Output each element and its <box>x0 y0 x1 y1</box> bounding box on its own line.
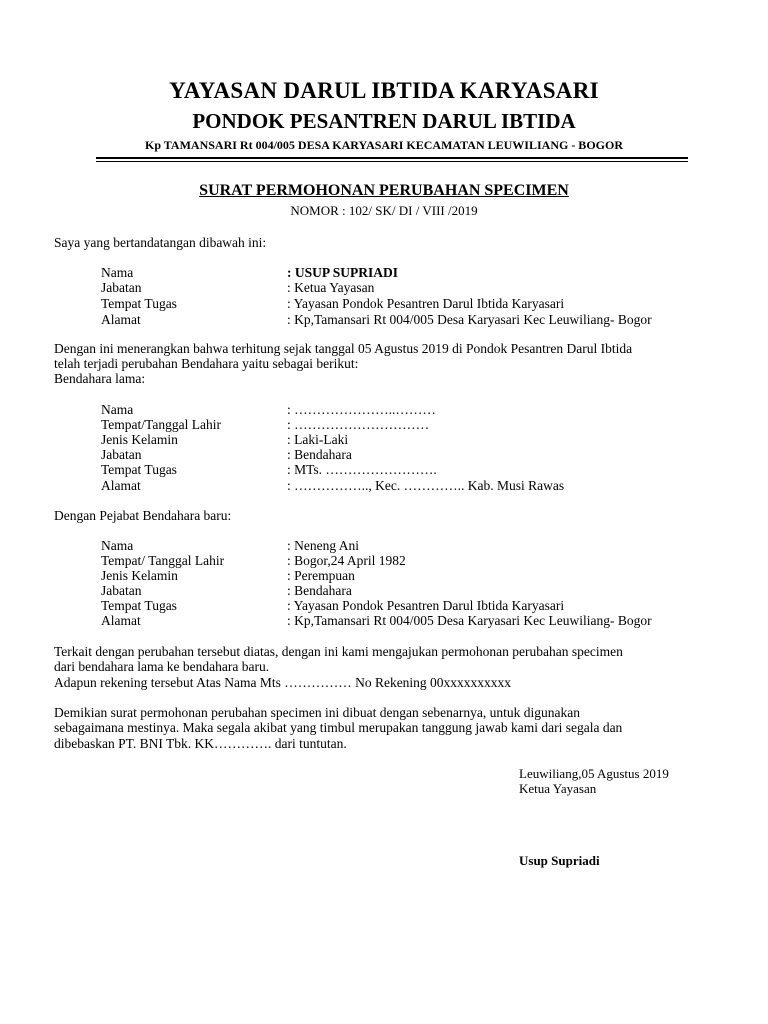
field-label: Nama <box>101 402 134 417</box>
paragraph-1-line-2: telah terjadi perubahan Bendahara yaitu sebagai berikut: <box>54 356 359 371</box>
paragraph-3-line-3: dibebaskan PT. BNI Tbk. KK…………. dari tuntutan. <box>54 736 347 751</box>
field-value: : …………………..……… <box>287 402 436 417</box>
letter-number: NOMOR : 102/ SK/ DI / VIII /2019 <box>290 203 478 218</box>
intro-text: Saya yang bertandatangan dibawah ini: <box>54 235 267 250</box>
field-value: : Kp,Tamansari Rt 004/005 Desa Karyasari Kec Leuwiliang- Bogor <box>287 312 652 327</box>
signature-place-date: Leuwiliang,05 Agustus 2019 <box>519 766 669 781</box>
new-row-tempat-tugas <box>101 598 564 613</box>
field-value: : MTs. ……………………. <box>287 462 437 477</box>
field-value: : Neneng Ani <box>287 538 359 553</box>
field-value: : Bendahara <box>287 583 352 598</box>
signer-row-alamat <box>101 312 652 327</box>
signer-row-tempat-tugas <box>101 296 564 311</box>
letter-subject-text: SURAT PERMOHONAN PERUBAHAN SPECIMEN <box>199 182 569 199</box>
field-label: Nama <box>101 265 134 280</box>
field-label: Jenis Kelamin <box>101 568 178 583</box>
old-row-jabatan <box>101 447 352 462</box>
letterhead-address: Kp TAMANSARI Rt 004/005 DESA KARYASARI KECAMATAN LEUWILIANG - BOGOR <box>145 138 623 152</box>
org-name: YAYASAN DARUL IBTIDA KARYASARI <box>169 78 599 103</box>
field-value: : Perempuan <box>287 568 355 583</box>
field-value: : Yayasan Pondok Pesantren Darul Ibtida Karyasari <box>287 598 565 613</box>
letterhead-rule-thin <box>96 161 688 162</box>
new-row-alamat <box>101 613 652 628</box>
field-label: Alamat <box>101 312 141 327</box>
school-name: PONDOK PESANTREN DARUL IBTIDA <box>192 109 576 133</box>
new-treasurer-heading: Dengan Pejabat Bendahara baru: <box>54 508 232 523</box>
signer-row-nama <box>101 265 398 280</box>
field-label: Tempat Tugas <box>101 462 177 477</box>
field-label: Tempat/Tanggal Lahir <box>101 417 221 432</box>
account-line: Adapun rekening tersebut Atas Nama Mts …………… No Rekening 00xxxxxxxxxx <box>54 675 512 690</box>
field-value: : Bogor,24 April 1982 <box>287 553 406 568</box>
field-label: Tempat Tugas <box>101 296 177 311</box>
old-row-ttl <box>101 417 429 432</box>
old-treasurer-heading: Bendahara lama: <box>54 371 146 386</box>
field-value: : Ketua Yayasan <box>287 280 375 295</box>
field-label: Tempat Tugas <box>101 598 177 613</box>
field-label: Nama <box>101 538 134 553</box>
field-label: Jenis Kelamin <box>101 432 178 447</box>
field-label: Tempat/ Tanggal Lahir <box>101 553 225 568</box>
field-label: Jabatan <box>101 583 142 598</box>
new-row-ttl <box>101 553 406 568</box>
old-row-jenis-kelamin <box>101 432 348 447</box>
field-value: : …………….., Kec. ………….. Kab. Musi Rawas <box>287 478 565 493</box>
letter-subject <box>0 182 768 200</box>
paragraph-2-line-1: Terkait dengan perubahan tersebut diatas, dengan ini kami mengajukan permohonan perubahan specimen <box>54 644 623 659</box>
paragraph-3-line-2: sebagaimana mestinya. Maka segala akibat yang timbul merupakan tanggung jawab kami dari segala dan <box>54 720 623 735</box>
signer-row-jabatan <box>101 280 374 295</box>
signature-position: Ketua Yayasan <box>519 781 597 796</box>
field-value: : Kp,Tamansari Rt 004/005 Desa Karyasari Kec Leuwiliang- Bogor <box>287 613 652 628</box>
old-row-tempat-tugas <box>101 462 437 477</box>
field-value: : USUP SUPRIADI <box>287 265 399 280</box>
new-row-jabatan <box>101 583 352 598</box>
field-label: Alamat <box>101 613 141 628</box>
field-value: : ………………………… <box>287 417 430 432</box>
paragraph-2-line-2: dari bendahara lama ke bendahara baru. <box>54 659 270 674</box>
paragraph-3-line-1: Demikian surat permohonan perubahan specimen ini dibuat dengan sebenarnya, untuk digunakan <box>54 705 580 720</box>
field-value: : Yayasan Pondok Pesantren Darul Ibtida Karyasari <box>287 296 565 311</box>
old-row-nama <box>101 402 436 417</box>
field-label: Alamat <box>101 478 141 493</box>
new-row-jenis-kelamin <box>101 568 355 583</box>
field-label: Jabatan <box>101 447 142 462</box>
field-value: : Bendahara <box>287 447 352 462</box>
field-label: Jabatan <box>101 280 142 295</box>
signature-name: Usup Supriadi <box>519 853 600 868</box>
old-row-alamat <box>101 478 564 493</box>
new-row-nama <box>101 538 359 553</box>
field-value: : Laki-Laki <box>287 432 349 447</box>
letterhead-rule-thick <box>96 157 688 159</box>
paragraph-1-line-1: Dengan ini menerangkan bahwa terhitung sejak tanggal 05 Agustus 2019 di Pondok Pesantren Darul Ibtida <box>54 341 633 356</box>
